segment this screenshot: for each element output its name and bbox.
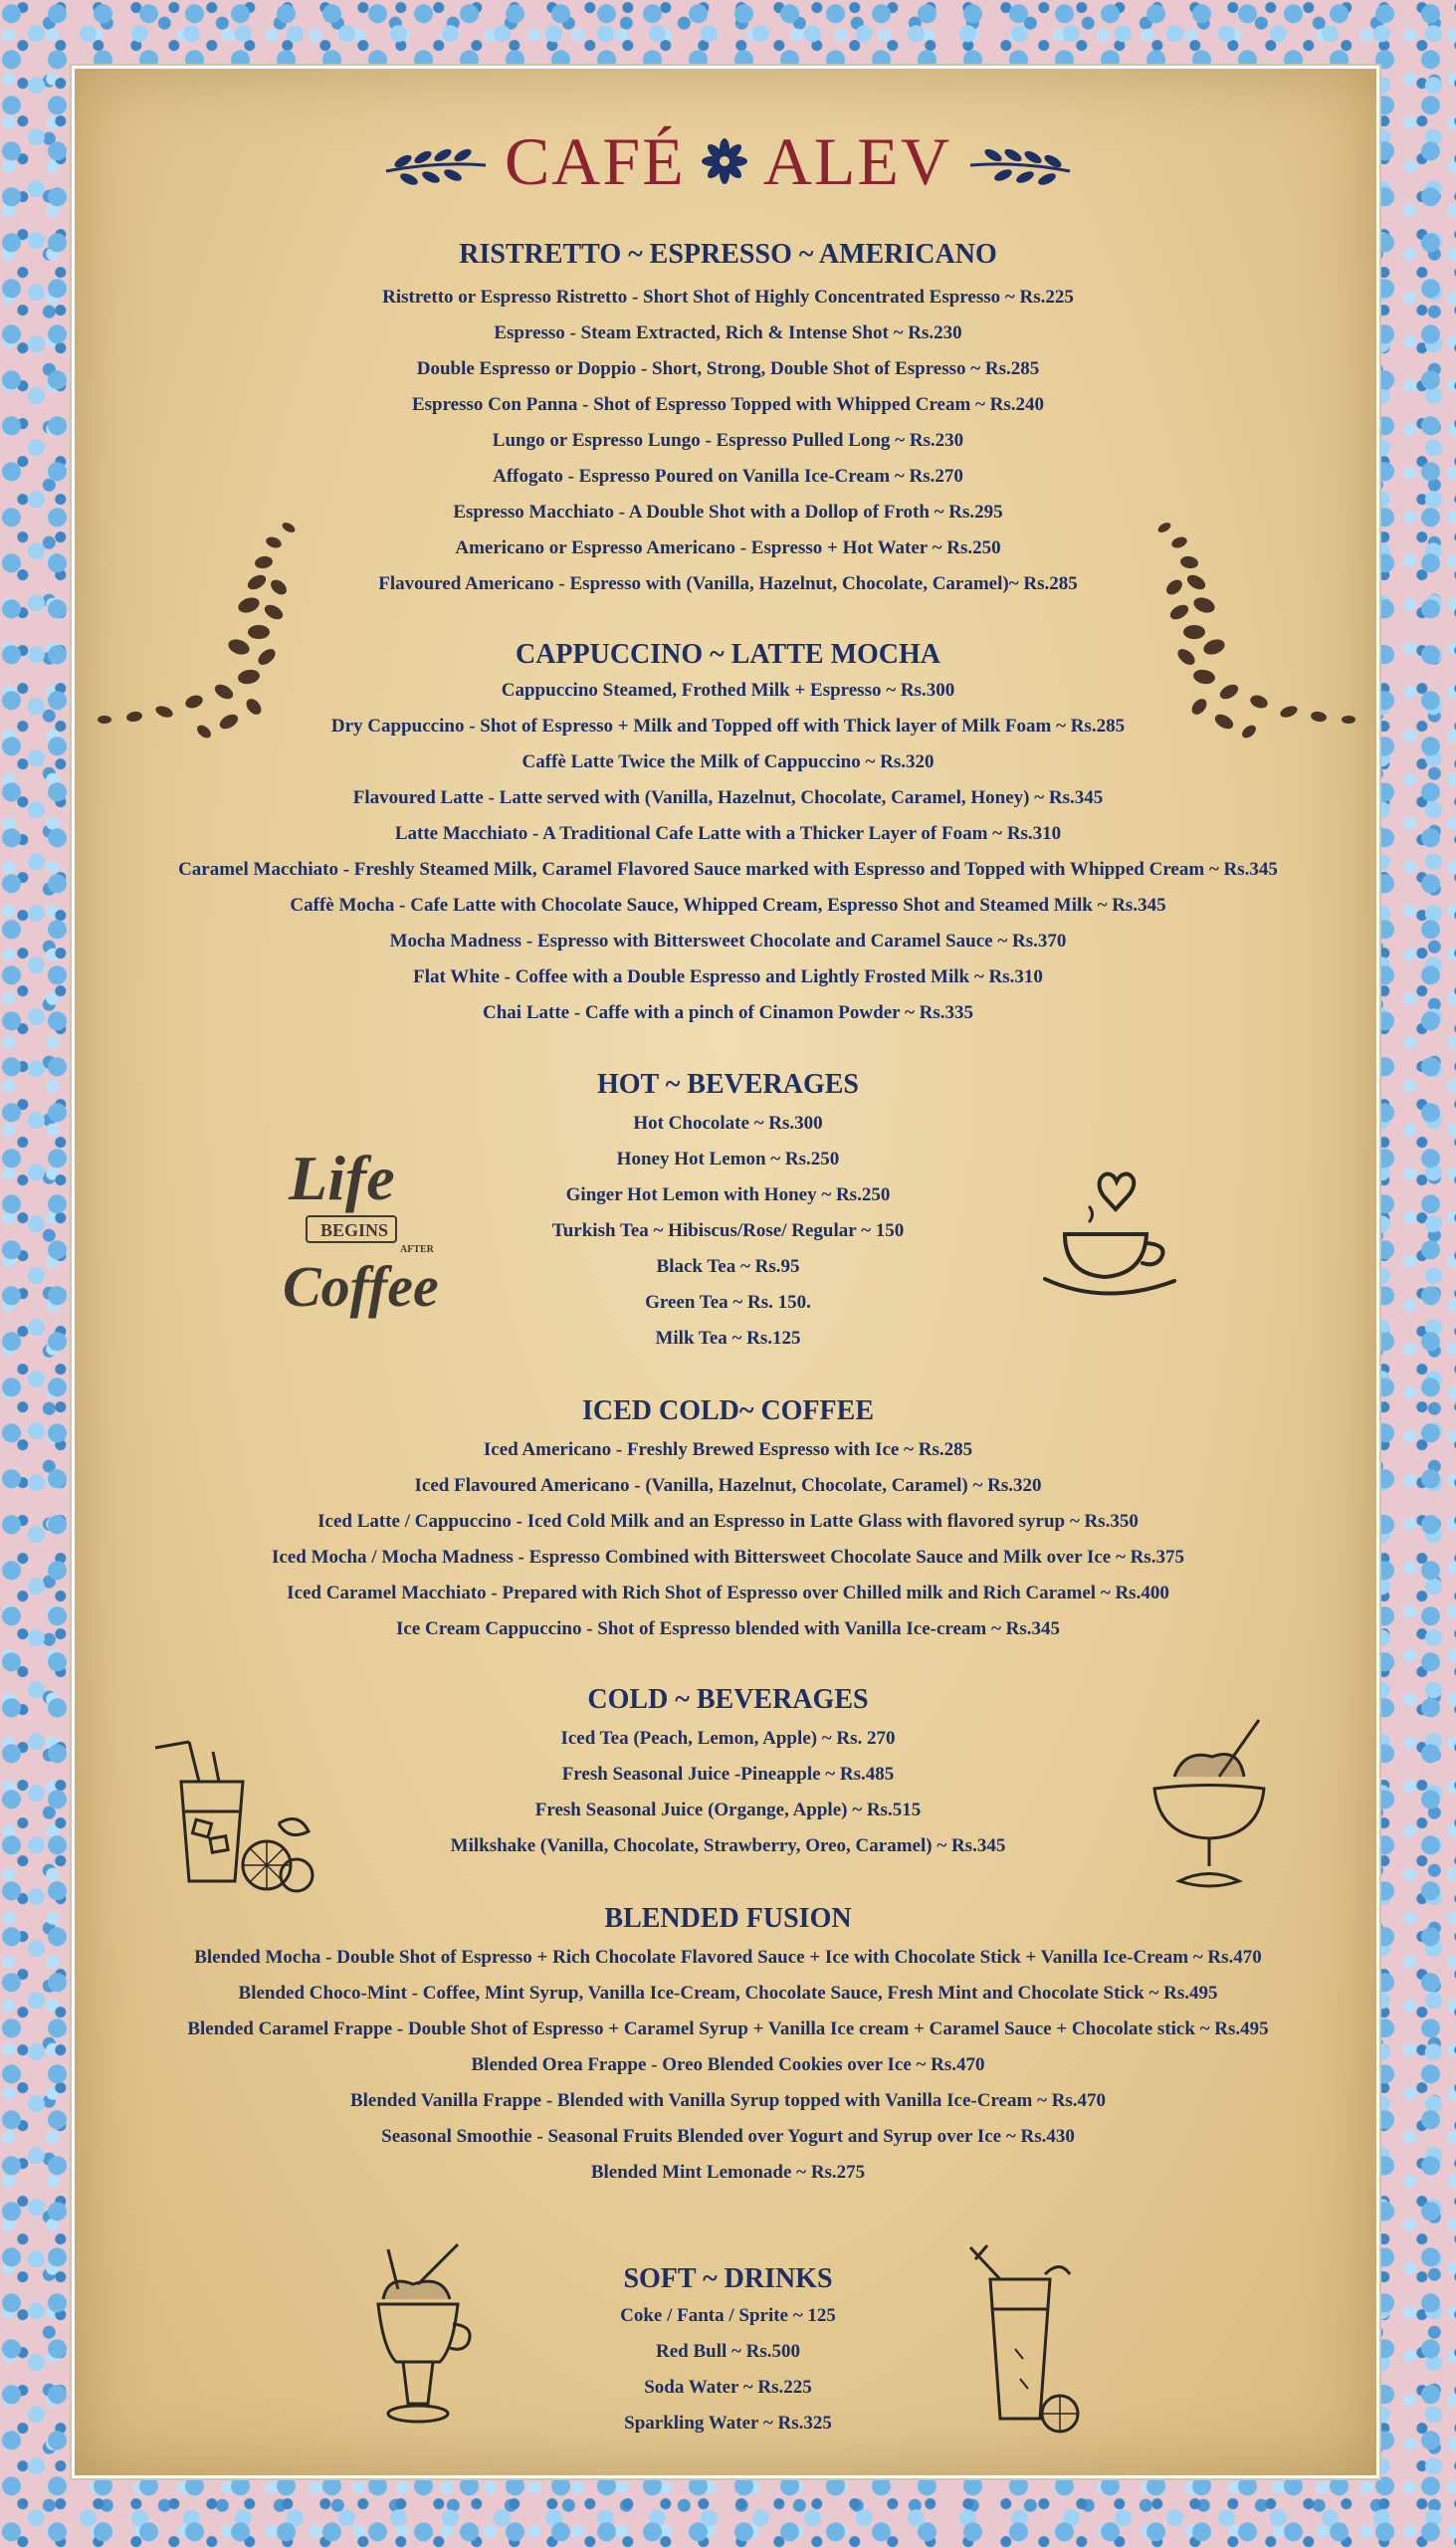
menu-item: Affogato - Espresso Poured on Vanilla Ice-Cream ~ Rs.270	[493, 466, 963, 487]
menu-item: Flavoured Latte - Latte served with (Vanilla, Hazelnut, Chocolate, Caramel, Honey) ~ Rs.345	[352, 787, 1104, 808]
menu-item: Blended Caramel Frappe - Double Shot of Espresso + Caramel Syrup + Vanilla Ice cream + Caramel Sauce + Chocolate stick ~ Rs.495	[187, 2018, 1269, 2039]
menu-item: Espresso - Steam Extracted, Rich & Intense Shot ~ Rs.230	[494, 322, 962, 343]
menu-item: Mocha Madness - Espresso with Bittersweet Chocolate and Caramel Sauce ~ Rs.370	[389, 931, 1067, 952]
menu-item: Coke / Fanta / Sprite ~ 125	[620, 2305, 836, 2326]
menu-item: Ristretto or Espresso Ristretto - Short Shot of Highly Concentrated Espresso ~ Rs.225	[382, 287, 1074, 308]
menu-item: Fresh Seasonal Juice (Organge, Apple) ~ Rs.515	[534, 1800, 922, 1820]
menu-item: Blended Choco-Mint - Coffee, Mint Syrup, Vanilla Ice-Cream, Chocolate Sauce, Fresh Mint and Chocolate Stick ~ Rs.495	[238, 1983, 1218, 2004]
section-heading: HOT ~ BEVERAGES	[596, 1069, 859, 1100]
section-heading: COLD ~ BEVERAGES	[587, 1684, 869, 1715]
laurel-branch-icon	[381, 131, 491, 191]
illustration-word-life: Life	[289, 1143, 395, 1213]
menu-item: Chai Latte - Caffe with a pinch of Cinamon Powder ~ Rs.335	[483, 1002, 973, 1023]
menu-item: Iced Mocha / Mocha Madness - Espresso Combined with Bittersweet Chocolate Sauce and Milk over Ice ~ Rs.375	[272, 1547, 1184, 1568]
section-heading: SOFT ~ DRINKS	[623, 2263, 833, 2294]
menu-item: Iced Flavoured Americano - (Vanilla, Hazelnut, Chocolate, Caramel) ~ Rs.320	[414, 1475, 1042, 1496]
section-heading: RISTRETTO ~ ESPRESSO ~ AMERICANO	[459, 239, 997, 270]
section-heading: BLENDED FUSION	[604, 1903, 852, 1934]
menu-item: Honey Hot Lemon ~ Rs.250	[616, 1149, 840, 1169]
star-anise-icon	[700, 136, 749, 186]
menu-item: Lungo or Espresso Lungo - Espresso Pulled Long ~ Rs.230	[492, 430, 964, 451]
menu-item: Cappuccino Steamed, Frothed Milk + Espresso ~ Rs.300	[501, 680, 955, 701]
menu-item: Espresso Macchiato - A Double Shot with a Dollop of Froth ~ Rs.295	[453, 502, 1003, 523]
menu-item: Iced Latte / Cappuccino - Iced Cold Milk and an Espresso in Latte Glass with flavored syrup ~ Rs.350	[317, 1511, 1139, 1532]
laurel-branch-icon	[965, 131, 1075, 191]
menu-item: Sparkling Water ~ Rs.325	[624, 2413, 832, 2434]
menu-item: Ice Cream Cappuccino - Shot of Espresso blended with Vanilla Ice-cream ~ Rs.345	[396, 1618, 1060, 1639]
menu-item: Dry Cappuccino - Shot of Espresso + Milk and Topped off with Thick layer of Milk Foam ~ Rs.285	[330, 716, 1126, 737]
menu-item: Latte Macchiato - A Traditional Cafe Latte with a Thicker Layer of Foam ~ Rs.310	[394, 823, 1062, 844]
menu-item: Hot Chocolate ~ Rs.300	[633, 1113, 823, 1134]
menu-item: Blended Mint Lemonade ~ Rs.275	[590, 2162, 866, 2183]
menu-item: Seasonal Smoothie - Seasonal Fruits Blended over Yogurt and Syrup over Ice ~ Rs.430	[381, 2126, 1075, 2147]
menu-item: Espresso Con Panna - Shot of Espresso Topped with Whipped Cream ~ Rs.240	[411, 394, 1045, 415]
menu-item: Caffè Mocha - Cafe Latte with Chocolate Sauce, Whipped Cream, Espresso Shot and Steamed Milk ~ Rs.345	[290, 895, 1166, 916]
menu-item: Turkish Tea ~ Hibiscus/Rose/ Regular ~ 150	[551, 1220, 905, 1241]
illustration-word-after: AFTER	[400, 1244, 434, 1255]
menu-item: Black Tea ~ Rs.95	[656, 1256, 800, 1277]
menu-item: Milk Tea ~ Rs.125	[655, 1328, 801, 1349]
menu-item: Ginger Hot Lemon with Honey ~ Rs.250	[565, 1184, 891, 1205]
menu-item: Caramel Macchiato - Freshly Steamed Milk, Caramel Flavored Sauce marked with Espresso and Topped with Whipped Cream ~ Rs.345	[178, 859, 1278, 880]
menu-item: Iced Caramel Macchiato - Prepared with Rich Shot of Espresso over Chilled milk and Rich Caramel ~ Rs.400	[287, 1583, 1169, 1603]
menu-item: Iced Americano - Freshly Brewed Espresso with Ice ~ Rs.285	[483, 1439, 973, 1460]
section-heading: ICED COLD~ COFFEE	[581, 1395, 875, 1426]
illustration-word-coffee: Coffee	[283, 1254, 439, 1319]
menu-item: Fresh Seasonal Juice -Pineapple ~ Rs.485	[561, 1764, 895, 1785]
menu-item: Blended Mocha - Double Shot of Espresso + Rich Chocolate Flavored Sauce + Ice with Chocolate Stick + Vanilla Ice-Cream ~ Rs.470	[194, 1947, 1262, 1968]
menu-item: Soda Water ~ Rs.225	[644, 2377, 812, 2398]
title-right: ALEV	[762, 123, 952, 199]
menu-item: Caffè Latte Twice the Milk of Cappuccino ~ Rs.320	[521, 751, 935, 772]
illustration-word-begins: BEGINS	[320, 1220, 389, 1240]
menu-item: Americano or Espresso Americano - Espresso + Hot Water ~ Rs.250	[455, 537, 1001, 558]
menu-item: Flavoured Americano - Espresso with (Vanilla, Hazelnut, Chocolate, Caramel)~ Rs.285	[378, 573, 1078, 594]
menu-item: Flat White - Coffee with a Double Espresso and Lightly Frosted Milk ~ Rs.310	[413, 966, 1043, 987]
menu-item: Iced Tea (Peach, Lemon, Apple) ~ Rs. 270	[560, 1728, 896, 1749]
menu-title	[0, 121, 1456, 201]
title-left: CAFÉ	[504, 123, 686, 199]
menu-item: Blended Orea Frappe - Oreo Blended Cookies over Ice ~ Rs.470	[471, 2054, 985, 2075]
menu-item: Blended Vanilla Frappe - Blended with Vanilla Syrup topped with Vanilla Ice-Cream ~ Rs.470	[349, 2090, 1107, 2111]
menu-item: Green Tea ~ Rs. 150.	[645, 1292, 811, 1313]
menu-item: Red Bull ~ Rs.500	[655, 2341, 800, 2362]
menu-item: Double Espresso or Doppio - Short, Strong, Double Shot of Espresso ~ Rs.285	[416, 358, 1040, 379]
section-heading: CAPPUCCINO ~ LATTE MOCHA	[515, 639, 941, 670]
menu-item: Milkshake (Vanilla, Chocolate, Strawberry, Oreo, Caramel) ~ Rs.345	[450, 1835, 1006, 1856]
